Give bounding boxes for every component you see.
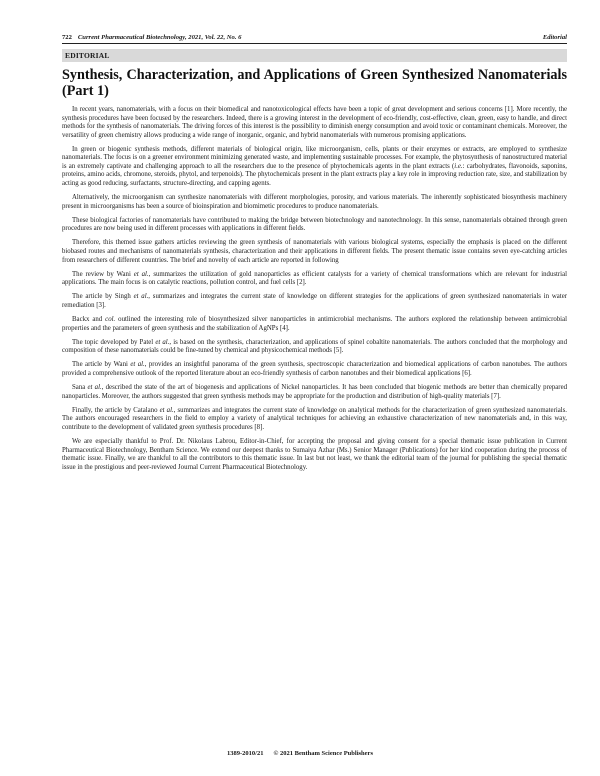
running-header	[62, 34, 567, 44]
paragraph: Finally, the article by Catalano et al., summarizes and integrates the current state of knowledge on analytical methods for the characterization of green synthesized nanomaterials. The authors encouraged researchers in the field to employ a variety of analytical techniques for achieving an exhaustive characterization of new nanomaterials and, in this way, contribute to the development of validated green synthesis procedures [8].	[62, 406, 568, 431]
journal-citation: Current Pharmaceutical Biotechnology, 2021, Vol. 22, No. 6	[77, 34, 242, 41]
article-page	[62, 34, 567, 478]
page-footer	[0, 750, 600, 757]
paragraph: Therefore, this themed issue gathers articles reviewing the green synthesis of nanomaterials with various biological systems, especially the emphasis is placed on the different biobased routes and mechanisms of nanomaterials synthesis, characterization and their applications in different fields. The present thematic issue contains seven eye-catching articles from researchers of different countries. The brief and novelty of each article are reported in following	[62, 239, 567, 264]
paragraph: Sana et al., described the state of the art of biogenesis and applications of Nickel nanoparticles. It has been concluded that biogenic methods are better than chemically prepared nanoparticles. Moreover, the authors suggested that green synthesis methods may be appropriate for the production and distribution of high-quality materials [7].	[62, 384, 567, 400]
paragraph: In green or biogenic synthesis methods, different materials of biological origin, like microorganism, cells, plants or their enzymes or extracts, are employed to synthesize nanomaterials. The focus is on a greener environment minimizing generated waste, and implementing sustainable processes. For example, the phytosynthesis of nanostructured material is an extremely captivate and challenging approach to all the researchers due to the presence of phytochemicals agents in the plant extracts (i.e.: carbohydrates, flavonoids, saponins, proteins, amino acids, chromone, steroids, phytol, and terpenoids). The phytochemicals present in the plant extracts play a key role in improving reduction rate, size, and stabilization by acting as good reducing, surfactants, structure-directing, and capping agents.	[62, 145, 567, 187]
paragraph: We are especially thankful to Prof. Dr. Nikolaus Labrou, Editor-in-Chief, for accepting the proposal and giving consent for a special thematic issue publication in Current Pharmaceutical Biotechnology, Bentham Science. We extend our deepest thanks to Sumaiya Azhar (Ms.) Senior Manager (Publications) for her kind cooperation during the process of thematic issue. Finally, we are thankful to all the contributors to this thematic issue. In last but not least, we thank the editorial team of the journal for publishing the special thematic issue in the prestigious and peer-reviewed Journal Current Pharmaceutical Biotechnology.	[62, 438, 567, 471]
page-number: 722	[62, 34, 72, 41]
section-label: EDITORIAL	[62, 49, 567, 62]
issn: 1389-2010/21	[227, 750, 264, 757]
article-title: Synthesis, Characterization, and Applications of Green Synthesized Nanomaterials (Part 1)	[62, 67, 567, 99]
copyright: © 2021 Bentham Science Publishers	[273, 750, 373, 757]
article-body	[62, 106, 567, 472]
paragraph: The review by Wani et al., summarizes the utilization of gold nanoparticles as efficient catalysts for a variety of chemical transformations which are relevant for industrial applications. The main focus is on catalytic reactions, pollution control, and fuel cells [2].	[62, 270, 567, 287]
paragraph: Alternatively, the microorganism can synthesize nanomaterials with different morphologies, porosity, and various materials. The inherently sophisticated biosynthesis machinery present in microorganisms has been a source of bioinspiration and biomimetic procedures to produce nanomaterials.	[62, 194, 567, 210]
paragraph: These biological factories of nanomaterials have contributed to making the bridge between biotechnology and nanotechnology. In this sense, nanomaterials obtained through green procedures are now being used in different processes with applications in different fields.	[62, 216, 567, 233]
paragraph: Backx and col. outlined the interesting role of biosynthesized silver nanoparticles in antimicrobial mechanisms. The authors explored the relationship between antimicrobial properties and the parameters of green synthesis and the stabilization of AgNPs [4].	[62, 316, 567, 332]
header-left	[62, 34, 241, 41]
paragraph: The article by Singh et al., summarizes and integrates the current state of knowledge on different strategies for the applications of green synthesized nanomaterials in water remediation [3].	[62, 293, 567, 309]
paragraph: The topic developed by Patel et al., is based on the synthesis, characterization, and applications of spinel cobaltite nanomaterials. The authors concluded that the morphology and composition of these nanomaterials could be fine-tuned by chemical and physicochemical methods [5].	[62, 338, 567, 355]
paragraph: The article by Wani et al., provides an insightful panorama of the green synthesis, spectroscopic characterization and biomedical applications of carbon nanotubes. The authors provided a comprehensive outlook of the reported literature about an eco-friendly synthesis of carbon nanotubes and their biomedical applications [6].	[62, 361, 568, 378]
paragraph: In recent years, nanomaterials, with a focus on their biomedical and nanotoxicological effects have been a topic of great development and serious concerns [1]. More recently, the synthesis procedures have been focused by the researchers. Indeed, there is a growing interest in the development of eco-friendly, cost-effective, clean, green, easy to handle, and direct methods for the synthesis of nanomaterials. The driving forces of this interest is the possibility to diminish energy consumption and avoid toxic or contaminant chemicals. Moreover, the versatility of green chemistry allows producing a wide range of inorganic, organic, and hybrid nanomaterials with numerous promising applications.	[62, 106, 567, 139]
header-section: Editorial	[542, 34, 567, 41]
